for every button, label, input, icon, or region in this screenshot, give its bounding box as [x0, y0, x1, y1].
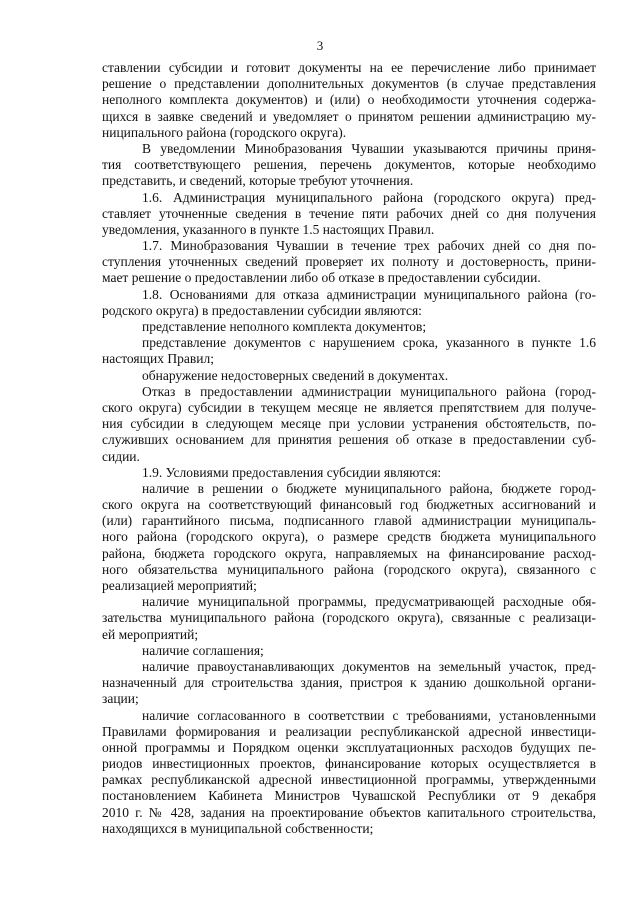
- text-line: ей мероприятий;: [102, 626, 199, 642]
- text-line: наличие согласованного в соответствии с требованиями, установленными: [142, 707, 596, 723]
- text-line: (или) гарантийного письма, подписанного главой администрации муниципаль-: [102, 513, 596, 529]
- text-line: реализацией мероприятий;: [102, 578, 257, 593]
- text-line: 1.6. Администрация муниципального района (городского округа) пред-: [142, 189, 596, 205]
- text-line: мает решение о предоставлении либо об отказе в предоставлении субсидии.: [102, 270, 541, 286]
- text-line: представить, и сведений, которые требуют уточнения.: [102, 173, 414, 189]
- text-line: 1.7. Минобразования Чувашии в течение трех рабочих дней со дня по-: [142, 238, 596, 254]
- text-line: представление документов с нарушением срока, указанного в пункте 1.6: [142, 335, 596, 351]
- text-line: ского округа на соответствующий финансовый год бюджетных ассигнований и: [102, 497, 596, 513]
- text-line: ниципального района (городского округа).: [102, 124, 347, 140]
- document-body: [102, 60, 596, 837]
- text-line: сидии.: [102, 448, 140, 464]
- text-line: 1.9. Условиями предоставления субсидии являются:: [142, 464, 442, 480]
- text-line: риодов инвестиционных проектов, финансирование которых осуществляется в: [102, 756, 596, 772]
- text-line: постановлением Кабинета Министров Чувашской Республики от 9 декабря: [102, 788, 596, 804]
- text-line: 1.8. Основаниями для отказа администрации муниципального района (го-: [142, 286, 596, 302]
- text-line: В уведомлении Минобразования Чувашии указываются причины приня-: [142, 140, 596, 156]
- page-number: 3: [316, 38, 324, 53]
- text-line: назначенный для строительства здания, пристроя к зданию дошкольной органи-: [102, 675, 596, 691]
- text-line: рамках республиканской адресной инвестиционной программы, утвержденными: [102, 772, 596, 788]
- text-line: находящихся в муниципальной собственности;: [102, 820, 374, 836]
- text-line: тия соответствующего решения, перечень документов, которые необходимо: [102, 157, 596, 173]
- text-line: ского округа) субсидии в текущем месяце не является препятствием для получе-: [102, 399, 596, 415]
- text-line: онной программы и Порядком оценки эксплуатационных расходов будущих пе-: [102, 739, 596, 755]
- text-line: неполного комплекта документов) и (или) о необходимости уточнения содержа-: [102, 92, 596, 108]
- text-line: наличие муниципальной программы, предусматривающей расходные обя-: [142, 594, 596, 610]
- text-line: ставлении субсидии и готовит документы на ее перечисление либо принимает: [102, 60, 596, 75]
- text-line: обнаружение недостоверных сведений в документах.: [142, 367, 449, 383]
- text-line: ния субсидии в следующем месяце при условии устранения обстоятельств, по-: [102, 416, 596, 432]
- text-line: ного района (городского округа), о размере средств бюджета муниципального: [102, 529, 596, 545]
- text-line: служивших основанием для принятия решения об отказе в предоставлении суб-: [102, 432, 596, 448]
- text-line: Правилами формирования и реализации республиканской адресной инвестици-: [102, 723, 596, 739]
- text-line: представление неполного комплекта документов;: [142, 319, 427, 334]
- text-line: щихся в заявке сведений и уведомляет о принятом решении администрацию му-: [102, 108, 596, 124]
- text-line: ного обязательства муниципального района (городского округа), связанного с: [102, 561, 596, 577]
- text-line: Отказ в предоставлении администрации муниципального района (город-: [142, 383, 596, 399]
- text-line: зательства муниципального района (городского округа), связанные с реализаци-: [102, 610, 596, 626]
- text-line: уведомления, указанного в пункте 1.5 настоящих Правил.: [102, 221, 435, 237]
- text-line: наличие в решении о бюджете муниципального района, бюджете город-: [142, 480, 596, 496]
- text-line: родского округа) в предоставлении субсидии являются:: [102, 302, 422, 318]
- text-line: ступления уточненных сведений проверяет их полноту и достоверность, прини-: [102, 254, 596, 270]
- text-line: зации;: [102, 691, 139, 707]
- text-line: решение о представлении дополнительных документов (в случае представления: [102, 76, 596, 92]
- text-line: ставляет уточненные сведения в течение пяти рабочих дней со дня получения: [102, 205, 596, 221]
- text-line: 2010 г. № 428, задания на проектирование объектов капитального строительства,: [102, 804, 596, 820]
- text-line: наличие соглашения;: [142, 642, 264, 658]
- text-line: района, бюджета городского округа, направляемых на финансирование расход-: [102, 545, 596, 561]
- text-line: настоящих Правил;: [102, 351, 214, 367]
- text-line: наличие правоустанавливающих документов на земельный участок, пред-: [142, 658, 596, 674]
